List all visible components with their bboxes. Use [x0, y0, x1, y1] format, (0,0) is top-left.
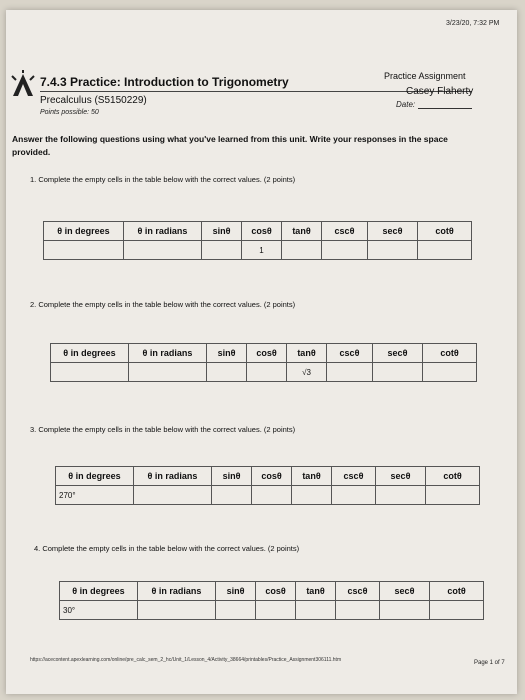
instructions: Answer the following questions using what you've learned from this unit. Write your responses in the space provided. [12, 134, 448, 157]
cell-cos: 1 [242, 241, 282, 260]
cell-sin [216, 601, 256, 620]
col-sec: secθ [376, 467, 426, 486]
question-2-table [50, 343, 477, 382]
col-csc: cscθ [332, 467, 376, 486]
col-csc: cscθ [336, 582, 380, 601]
cell-sec [376, 486, 426, 505]
question-1-text: 1. Complete the empty cells in the table below with the correct values. (2 points) [30, 175, 296, 184]
cell-csc [332, 486, 376, 505]
cell-tan: √3 [287, 363, 327, 382]
cell-csc [327, 363, 373, 382]
col-sec: secθ [373, 344, 423, 363]
col-tan: tanθ [296, 582, 336, 601]
cell-cos [252, 486, 292, 505]
col-radians: θ in radians [124, 222, 202, 241]
col-radians: θ in radians [138, 582, 216, 601]
col-sec: secθ [380, 582, 430, 601]
table-header-row [56, 467, 480, 486]
cell-radians [124, 241, 202, 260]
table-row [44, 241, 472, 260]
cell-radians [134, 486, 212, 505]
cell-sec [373, 363, 423, 382]
question-3-table [55, 466, 480, 505]
question-2-text: 2. Complete the empty cells in the table below with the correct values. (2 points) [30, 300, 296, 309]
col-sin: sinθ [216, 582, 256, 601]
col-degrees: θ in degrees [51, 344, 129, 363]
cell-sin [202, 241, 242, 260]
cell-sec [380, 601, 430, 620]
col-degrees: θ in degrees [56, 467, 134, 486]
date-line [418, 108, 472, 109]
col-cos: cosθ [252, 467, 292, 486]
cell-degrees [51, 363, 129, 382]
cell-radians [129, 363, 207, 382]
assignment-type: Practice Assignment [384, 71, 466, 81]
col-radians: θ in radians [134, 467, 212, 486]
cell-csc [322, 241, 368, 260]
cell-sin [212, 486, 252, 505]
cell-cot [418, 241, 472, 260]
col-radians: θ in radians [129, 344, 207, 363]
cell-sec [368, 241, 418, 260]
col-sec: secθ [368, 222, 418, 241]
points-possible: Points possible: 50 [40, 109, 99, 116]
cell-cot [423, 363, 477, 382]
page-number: Page 1 of 7 [474, 660, 505, 666]
assignment-title: 7.4.3 Practice: Introduction to Trigonometry [40, 75, 289, 89]
table-row [51, 363, 477, 382]
page-url: https://acecontent.apexlearning.com/online/pre_calc_sem_2_hc/Unit_1/Lesson_4/Activity_38664/printables/Practice_Assignment306111.htm [30, 657, 342, 663]
cell-degrees: 30° [60, 601, 138, 620]
cell-radians [138, 601, 216, 620]
cell-cot [426, 486, 480, 505]
col-csc: cscθ [322, 222, 368, 241]
col-cot: cotθ [426, 467, 480, 486]
cell-cos [256, 601, 296, 620]
col-cot: cotθ [418, 222, 472, 241]
col-degrees: θ in degrees [44, 222, 124, 241]
student-name: Casey Flaherty [406, 86, 474, 97]
cell-tan [296, 601, 336, 620]
col-degrees: θ in degrees [60, 582, 138, 601]
col-cos: cosθ [247, 344, 287, 363]
col-sin: sinθ [207, 344, 247, 363]
table-header-row [60, 582, 484, 601]
cell-csc [336, 601, 380, 620]
col-csc: cscθ [327, 344, 373, 363]
question-3-text: 3. Complete the empty cells in the table below with the correct values. (2 points) [30, 425, 296, 434]
date-label: Date: [396, 100, 416, 109]
col-tan: tanθ [287, 344, 327, 363]
cell-tan [292, 486, 332, 505]
cell-degrees: 270° [56, 486, 134, 505]
course-name: Precalculus (S5150229) [40, 95, 147, 106]
table-row [60, 601, 484, 620]
table-row [56, 486, 480, 505]
table-header-row [44, 222, 472, 241]
col-cos: cosθ [242, 222, 282, 241]
cell-tan [282, 241, 322, 260]
question-4-text: 4. Complete the empty cells in the table below with the correct values. (2 points) [34, 544, 300, 553]
cell-cos [247, 363, 287, 382]
question-4-table [59, 581, 484, 620]
col-tan: tanθ [282, 222, 322, 241]
apex-logo-icon [10, 70, 36, 98]
col-sin: sinθ [202, 222, 242, 241]
question-1-table [43, 221, 472, 260]
table-header-row [51, 344, 477, 363]
col-cot: cotθ [430, 582, 484, 601]
col-cot: cotθ [423, 344, 477, 363]
cell-degrees [44, 241, 124, 260]
col-cos: cosθ [256, 582, 296, 601]
cell-sin [207, 363, 247, 382]
col-sin: sinθ [212, 467, 252, 486]
cell-cot [430, 601, 484, 620]
col-tan: tanθ [292, 467, 332, 486]
print-timestamp: 3/23/20, 7:32 PM [446, 20, 500, 27]
